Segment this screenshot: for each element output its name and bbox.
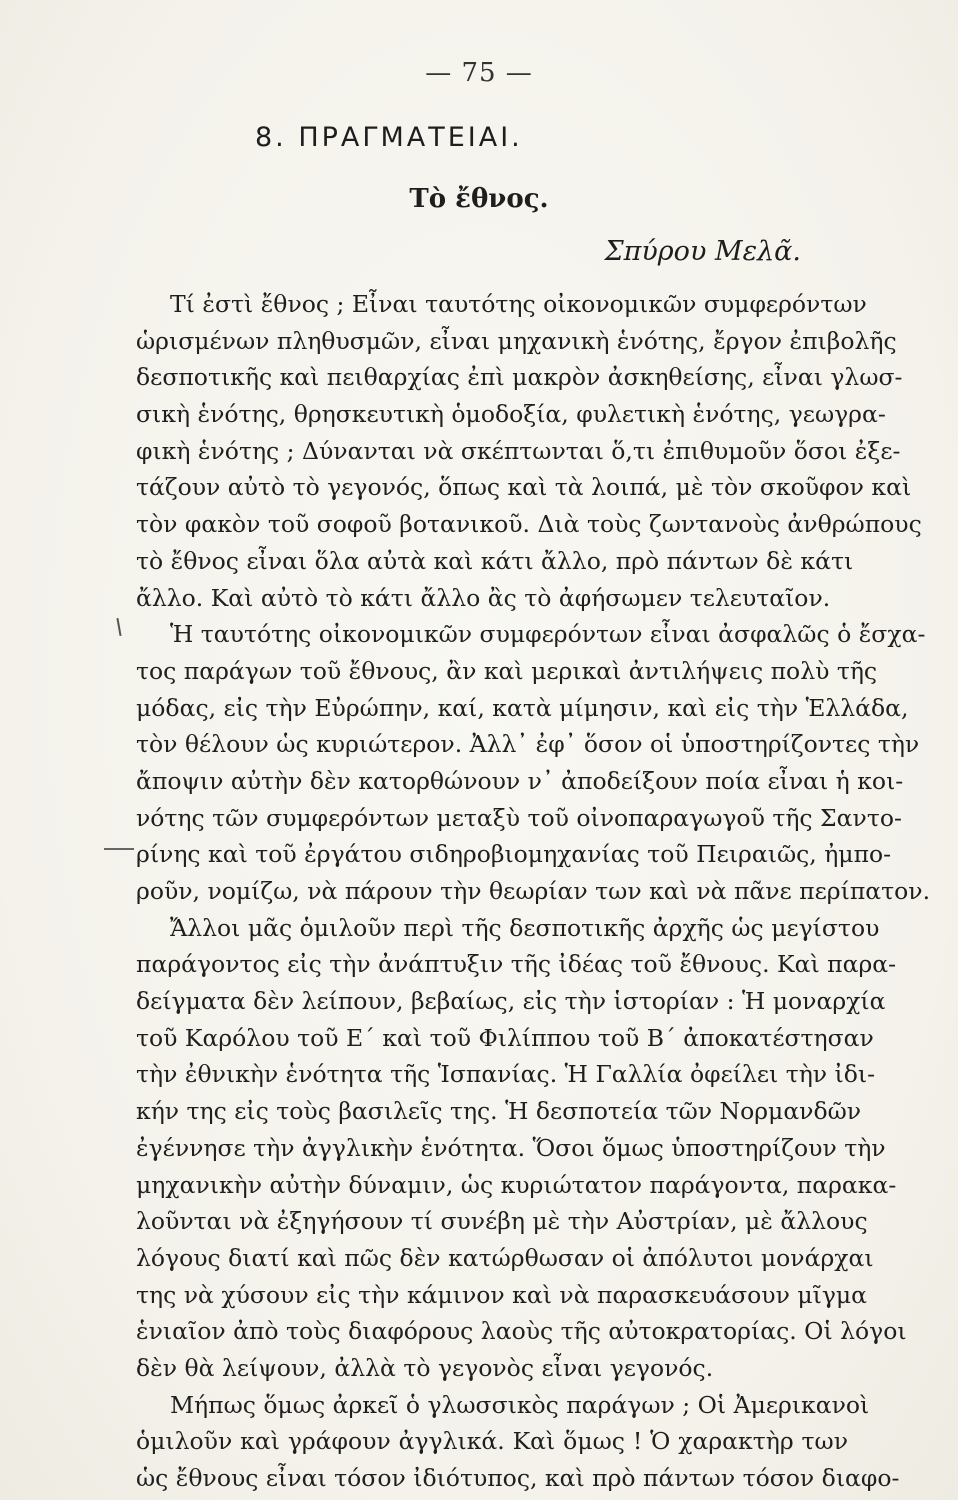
text-line: τὸν θέλουν ὡς κυριώτερον. Ἀλλ᾽ ἐφ᾽ ὅσον οἱ ὑποστηρίζοντες τὴν bbox=[136, 730, 920, 759]
text-line: ἑνιαῖον ἀπὸ τοὺς διαφόρους λαοὺς τῆς αὐτοκρατορίας. Οἱ λόγοι bbox=[136, 1317, 907, 1346]
text-line: ὡρισμένων πληθυσμῶν, εἶναι μηχανικὴ ἑνότης, ἔργον ἐπιβολῆς bbox=[136, 326, 897, 355]
text-line: Ἄλλοι μᾶς ὁμιλοῦν περὶ τῆς δεσποτικῆς ἀρχῆς ὡς μεγίστου bbox=[170, 913, 880, 942]
text-line: κήν της εἰς τοὺς βασιλεῖς της. Ἡ δεσποτεία τῶν Νορμανδῶν bbox=[136, 1097, 862, 1126]
text-line: τὸν φακὸν τοῦ σοφοῦ βοτανικοῦ. Διὰ τοὺς ζωντανοὺς ἀνθρώπους bbox=[136, 510, 922, 539]
text-line: ἄλλο. Καὶ αὐτὸ τὸ κάτι ἄλλο ἂς τὸ ἀφήσωμεν τελευταῖον. bbox=[136, 583, 831, 612]
text-line: τος παράγων τοῦ ἔθνους, ἂν καὶ μερικαὶ ἀντιλήψεις πολὺ τῆς bbox=[136, 656, 878, 685]
text-line: της νὰ χύσουν εἰς τὴν κάμινον καὶ νὰ παρασκευάσουν μῖγμα bbox=[136, 1280, 868, 1309]
text-line: Τί ἐστὶ ἔθνος ; Εἶναι ταυτότης οἰκονομικῶν συμφερόντων bbox=[170, 290, 867, 318]
text-line: ὡς ἔθνους εἶναι τόσον ἰδιότυπος, καὶ πρὸ πάντων τόσον διαφο- bbox=[136, 1464, 900, 1492]
text-line: Ἡ ταυτότης οἰκονομικῶν συμφερόντων εἶναι ἀσφαλῶς ὁ ἔσχα- bbox=[170, 620, 926, 649]
text-line: σικὴ ἑνότης, θρησκευτικὴ ὁμοδοξία, φυλετικὴ ἑνότης, γεωγρα- bbox=[136, 400, 886, 429]
text-line: τὴν ἐθνικὴν ἑνότητα τῆς Ἱσπανίας. Ἡ Γαλλία ὀφείλει τὴν ἰδι- bbox=[136, 1060, 876, 1089]
text-line: μόδας, εἰς τὴν Εὐρώπην, καί, κατὰ μίμησιν, καὶ εἰς τὴν Ἑλλάδα, bbox=[136, 693, 909, 722]
text-line: τάζουν αὐτὸ τὸ γεγονός, ὅπως καὶ τὰ λοιπά, μὲ τὸν σκοῦφον καὶ bbox=[136, 473, 912, 502]
body-text bbox=[136, 286, 931, 1497]
margin-dash bbox=[104, 848, 134, 850]
text-line: παράγοντος εἰς τὴν ἀνάπτυξιν τῆς ἰδέας τοῦ ἔθνους. Καὶ παρα- bbox=[136, 950, 897, 979]
text-line: τοῦ Καρόλου τοῦ Ε΄ καὶ τοῦ Φιλίππου τοῦ Β΄ ἀποκατέστησαν bbox=[136, 1023, 874, 1052]
margin-mark bbox=[116, 618, 121, 636]
text-line: λοῦνται νὰ ἐξηγήσουν τί συνέβη μὲ τὴν Αὐστρίαν, μὲ ἄλλους bbox=[136, 1207, 868, 1236]
article-title: Τὸ ἔθνος. bbox=[409, 184, 549, 214]
text-line: ἐγέννησε τὴν ἀγγλικὴν ἑνότητα. Ὅσοι ὅμως ὑποστηρίζουν τὴν bbox=[136, 1133, 886, 1162]
text-line: ροῦν, νομίζω, νὰ πάρουν τὴν θεωρίαν των καὶ νὰ πᾶνε περίπατον. bbox=[136, 877, 931, 905]
text-line: δεσποτικῆς καὶ πειθαρχίας ἐπὶ μακρὸν ἀσκηθείσης, εἶναι γλωσ- bbox=[136, 363, 903, 392]
author-name: Σπύρου Μελᾶ. bbox=[604, 236, 801, 267]
text-line: φικὴ ἑνότης ; Δύνανται νὰ σκέπτωνται ὅ,τι ἐπιθυμοῦν ὅσοι ἐξε- bbox=[136, 436, 901, 465]
text-line: δείγματα δὲν λείπουν, βεβαίως, εἰς τὴν ἱστορίαν : Ἡ μοναρχία bbox=[136, 987, 886, 1016]
text-line: δὲν θὰ λείψουν, ἀλλὰ τὸ γεγονὸς εἶναι γεγονός. bbox=[136, 1353, 714, 1382]
text-line: ρίνης καὶ τοῦ ἐργάτου σιδηροβιομηχανίας τοῦ Πειραιῶς, ἠμπο- bbox=[136, 840, 892, 869]
text-line: Μήπως ὅμως ἀρκεῖ ὁ γλωσσικὸς παράγων ; Οἱ Ἀμερικανοὶ bbox=[170, 1390, 870, 1419]
text-line: ἄποψιν αὐτὴν δὲν κατορθώνουν ν᾽ ἀποδείξουν ποία εἶναι ἡ κοι- bbox=[136, 766, 904, 795]
page-number: — 75 — bbox=[425, 58, 533, 88]
text-line: νότης τῶν συμφερόντων μεταξὺ τοῦ οἰνοπαραγωγοῦ τῆς Σαντο- bbox=[136, 803, 902, 832]
text-line: τὸ ἔθνος εἶναι ὅλα αὐτὰ καὶ κάτι ἄλλο, πρὸ πάντων δὲ κάτι bbox=[136, 546, 854, 575]
section-title: 8. ΠΡΑΓΜΑΤΕΙΑΙ. bbox=[255, 122, 523, 153]
text-line: ὁμιλοῦν καὶ γράφουν ἀγγλικά. Καὶ ὅμως ! Ὁ χαρακτὴρ των bbox=[136, 1427, 848, 1456]
text-line: μηχανικὴν αὐτὴν δύναμιν, ὡς κυριώτατον παράγοντα, παρακα- bbox=[136, 1170, 897, 1199]
text-line: λόγους διατί καὶ πῶς δὲν κατώρθωσαν οἱ ἀπόλυτοι μονάρχαι bbox=[136, 1243, 874, 1272]
